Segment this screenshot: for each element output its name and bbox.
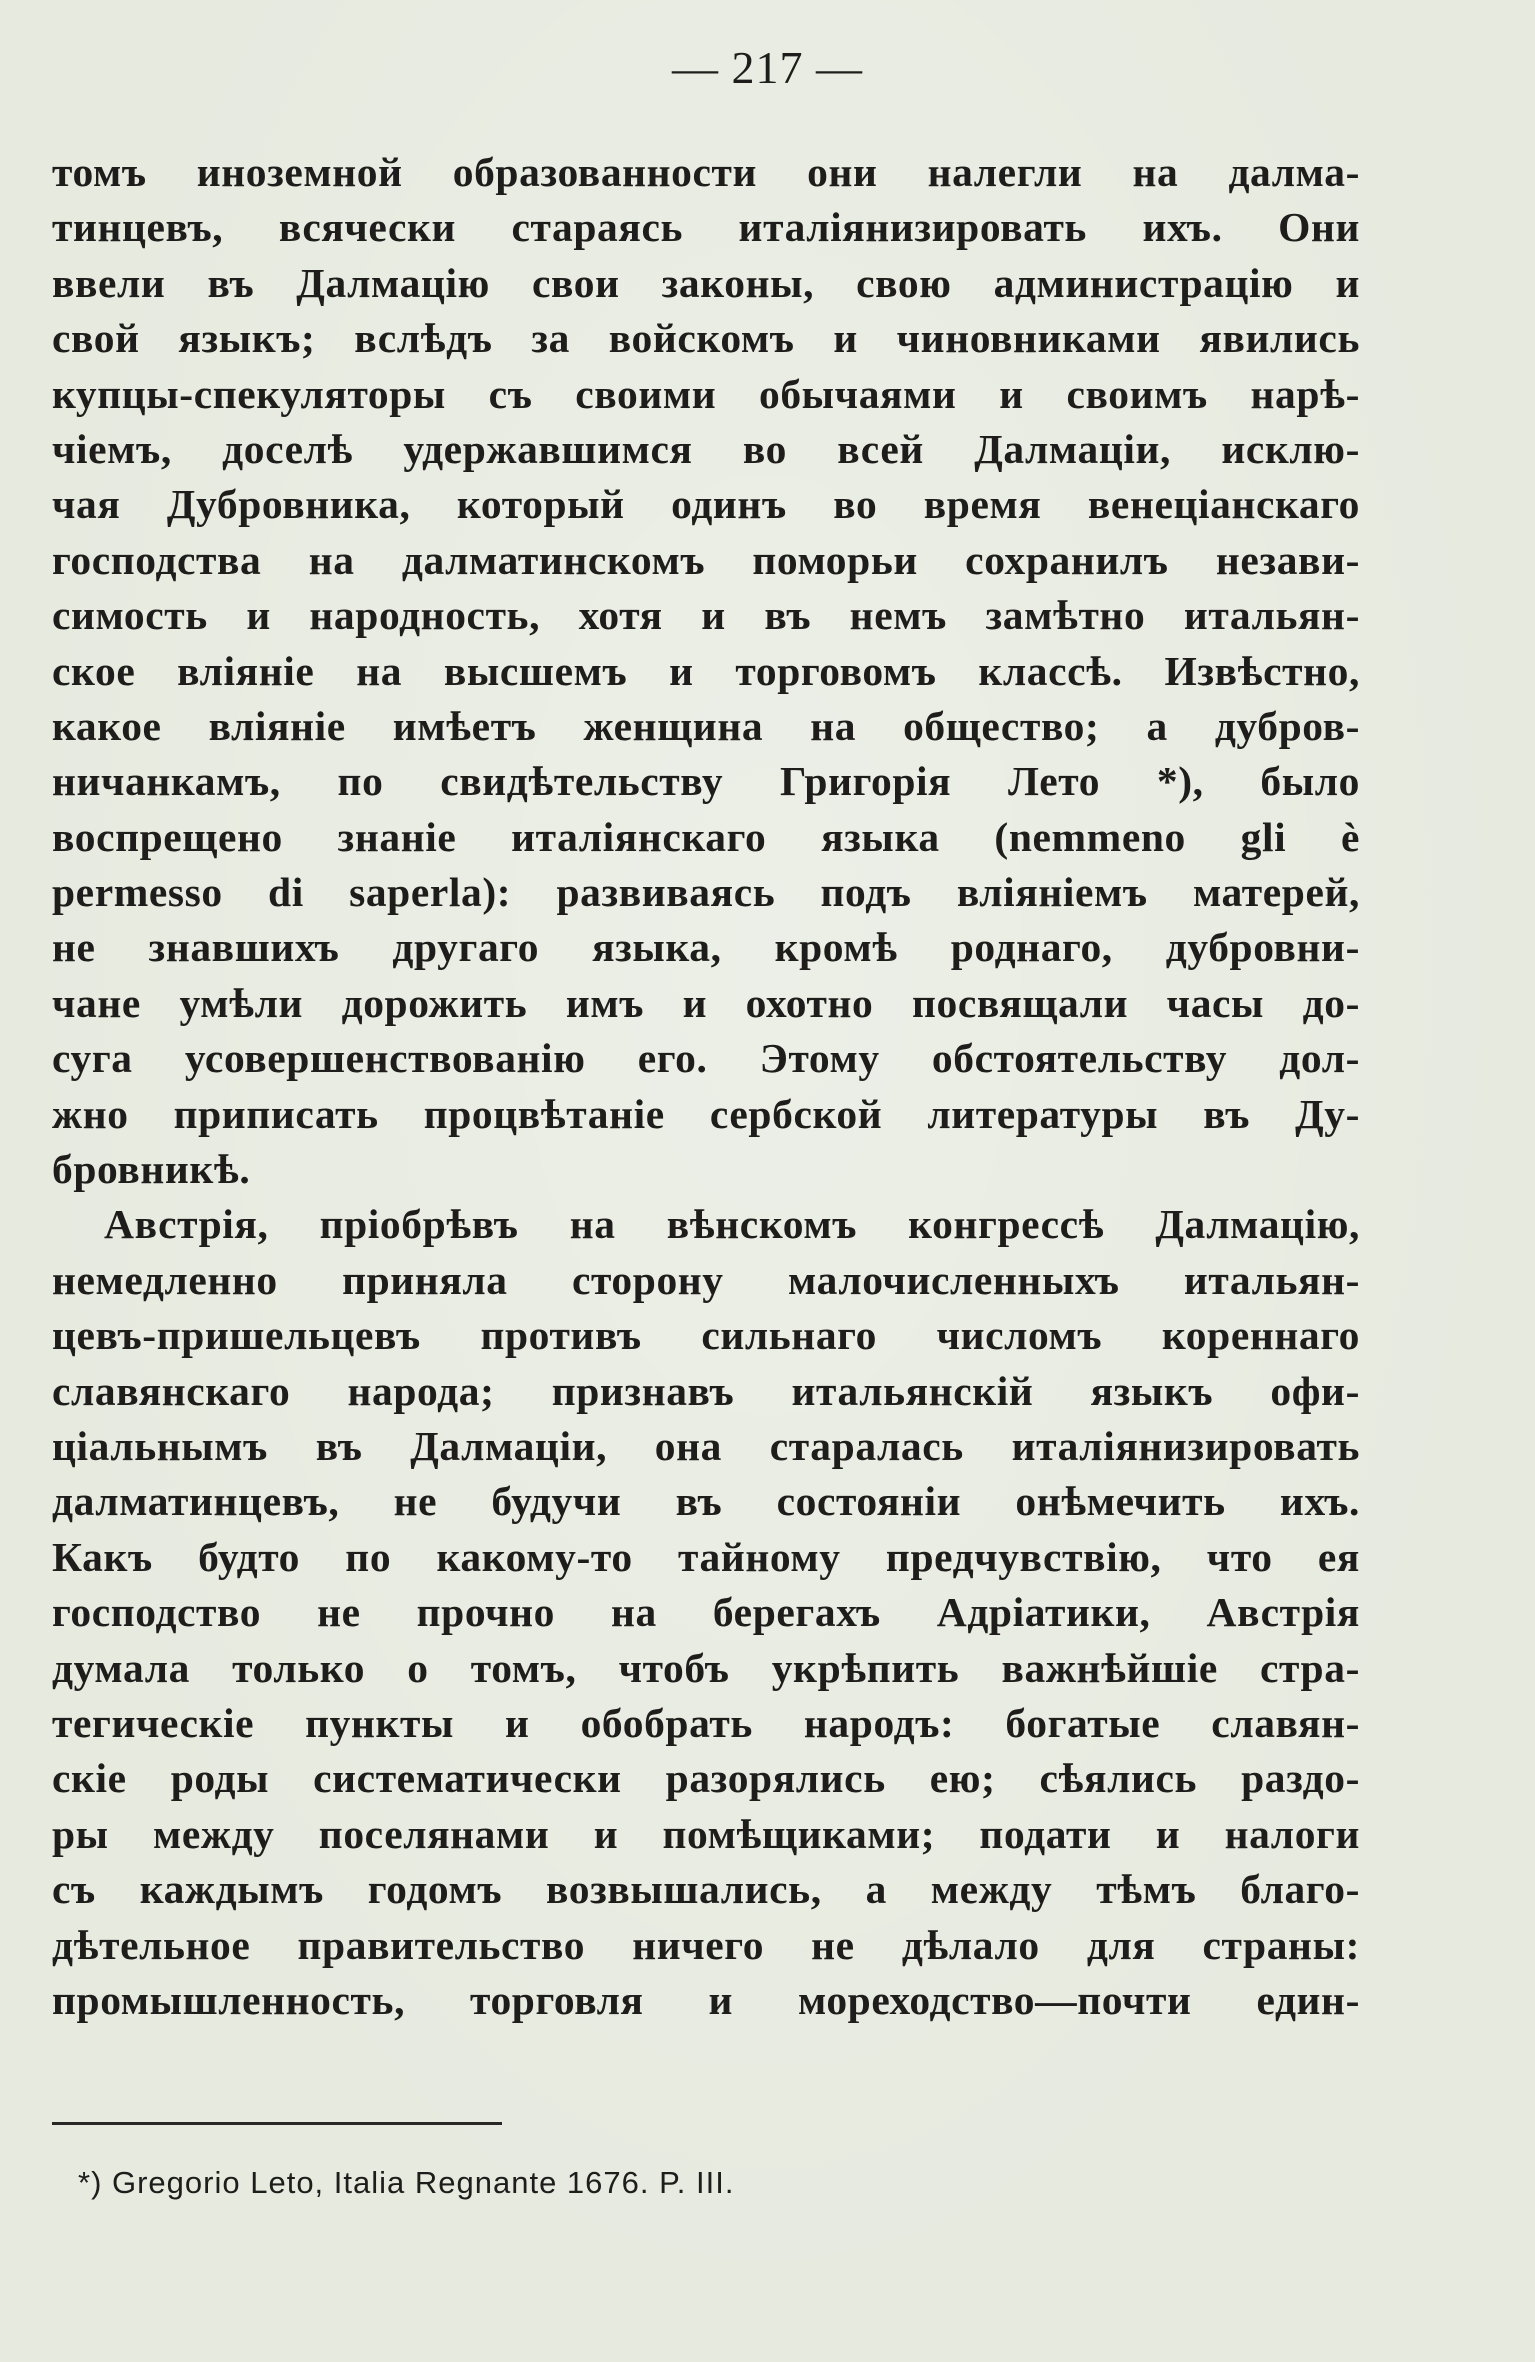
text-line: ры между поселянами и помѣщиками; подати и налоги (52, 1810, 1360, 1857)
text-line: не знавшихъ другаго языка, кромѣ роднаго, дубровни- (52, 924, 1360, 971)
text-line: тегическіе пункты и обобрать народъ: богатые славян- (52, 1699, 1360, 1746)
text-line: ціальнымъ въ Далмаціи, она старалась италіянизировать (52, 1422, 1360, 1469)
text-line: симость и народность, хотя и въ немъ замѣтно итальян- (52, 592, 1360, 639)
text-line: цевъ-пришельцевъ противъ сильнаго числомъ кореннаго (52, 1312, 1360, 1359)
paragraph-1 (52, 145, 1360, 1197)
text-line: чая Дубровника, который одинъ во время венеціанскаго (52, 481, 1360, 528)
text-line: съ каждымъ годомъ возвышались, а между тѣмъ благо- (52, 1866, 1360, 1913)
page-number: — 217 — (672, 42, 863, 93)
text-line: чане умѣли дорожить имъ и охотно посвящали часы до- (52, 979, 1360, 1026)
body-text (52, 145, 1360, 2028)
text-line: купцы-спекуляторы съ своими обычаями и своимъ нарѣ- (52, 370, 1360, 417)
text-line: суга усовершенствованію его. Этому обстоятельству дол- (52, 1035, 1360, 1082)
text-line: свой языкъ; вслѣдъ за войскомъ и чиновниками явились (52, 315, 1360, 362)
text-line: славянскаго народа; признавъ итальянскій языкъ офи- (52, 1367, 1360, 1414)
text-line: ское вліяніе на высшемъ и торговомъ классѣ. Извѣстно, (52, 647, 1360, 694)
text-line: Какъ будто по какому-то тайному предчувствію, что ея (52, 1533, 1360, 1580)
text-line: томъ иноземной образованности они налегли на далма- (52, 149, 1360, 195)
text-line: дѣтельное правительство ничего не дѣлало для страны: (52, 1921, 1360, 1968)
footnote: *) Gregorio Leto, Italia Regnante 1676. P. III. (78, 2165, 735, 2200)
text-line: тинцевъ, всячески стараясь италіянизировать ихъ. Они (52, 204, 1360, 251)
text-line: господства на далматинскомъ поморьи сохранилъ незави- (52, 536, 1360, 583)
text-line: господство не прочно на берегахъ Адріатики, Австрія (52, 1589, 1360, 1636)
text-line: Австрія, пріобрѣвъ на вѣнскомъ конгрессѣ Далмацію, (104, 1201, 1360, 1248)
text-line: бровникѣ. (52, 1146, 251, 1193)
text-line: воспрещено знаніе италіянскаго языка (nemmeno gli è (52, 813, 1360, 860)
text-line: ввели въ Далмацію свои законы, свою администрацію и (52, 259, 1360, 306)
text-line: немедленно приняла сторону малочисленныхъ итальян- (52, 1256, 1360, 1303)
text-line: чіемъ, доселѣ удержавшимся во всей Далмаціи, исклю- (52, 425, 1360, 472)
text-line: какое вліяніе имѣетъ женщина на общество; а дубров- (52, 702, 1360, 749)
text-line: думала только о томъ, чтобъ укрѣпить важнѣйшіе стра- (52, 1644, 1360, 1691)
text-line: permesso di saperla): развиваясь подъ вліяніемъ матерей, (52, 869, 1360, 916)
text-line: жно приписать процвѣтаніе сербской литературы въ Ду- (52, 1090, 1360, 1137)
text-line: далматинцевъ, не будучи въ состояніи онѣмечить ихъ. (52, 1478, 1360, 1525)
paragraph-2 (52, 1197, 1360, 2028)
text-line: ничанкамъ, по свидѣтельству Григорія Лето *), было (52, 758, 1360, 805)
footnote-divider (52, 2122, 502, 2125)
text-line: скіе роды систематически разорялись ею; сѣялись раздо- (52, 1755, 1360, 1802)
text-line: промышленность, торговля и мореходство—почти един- (52, 1976, 1360, 2023)
